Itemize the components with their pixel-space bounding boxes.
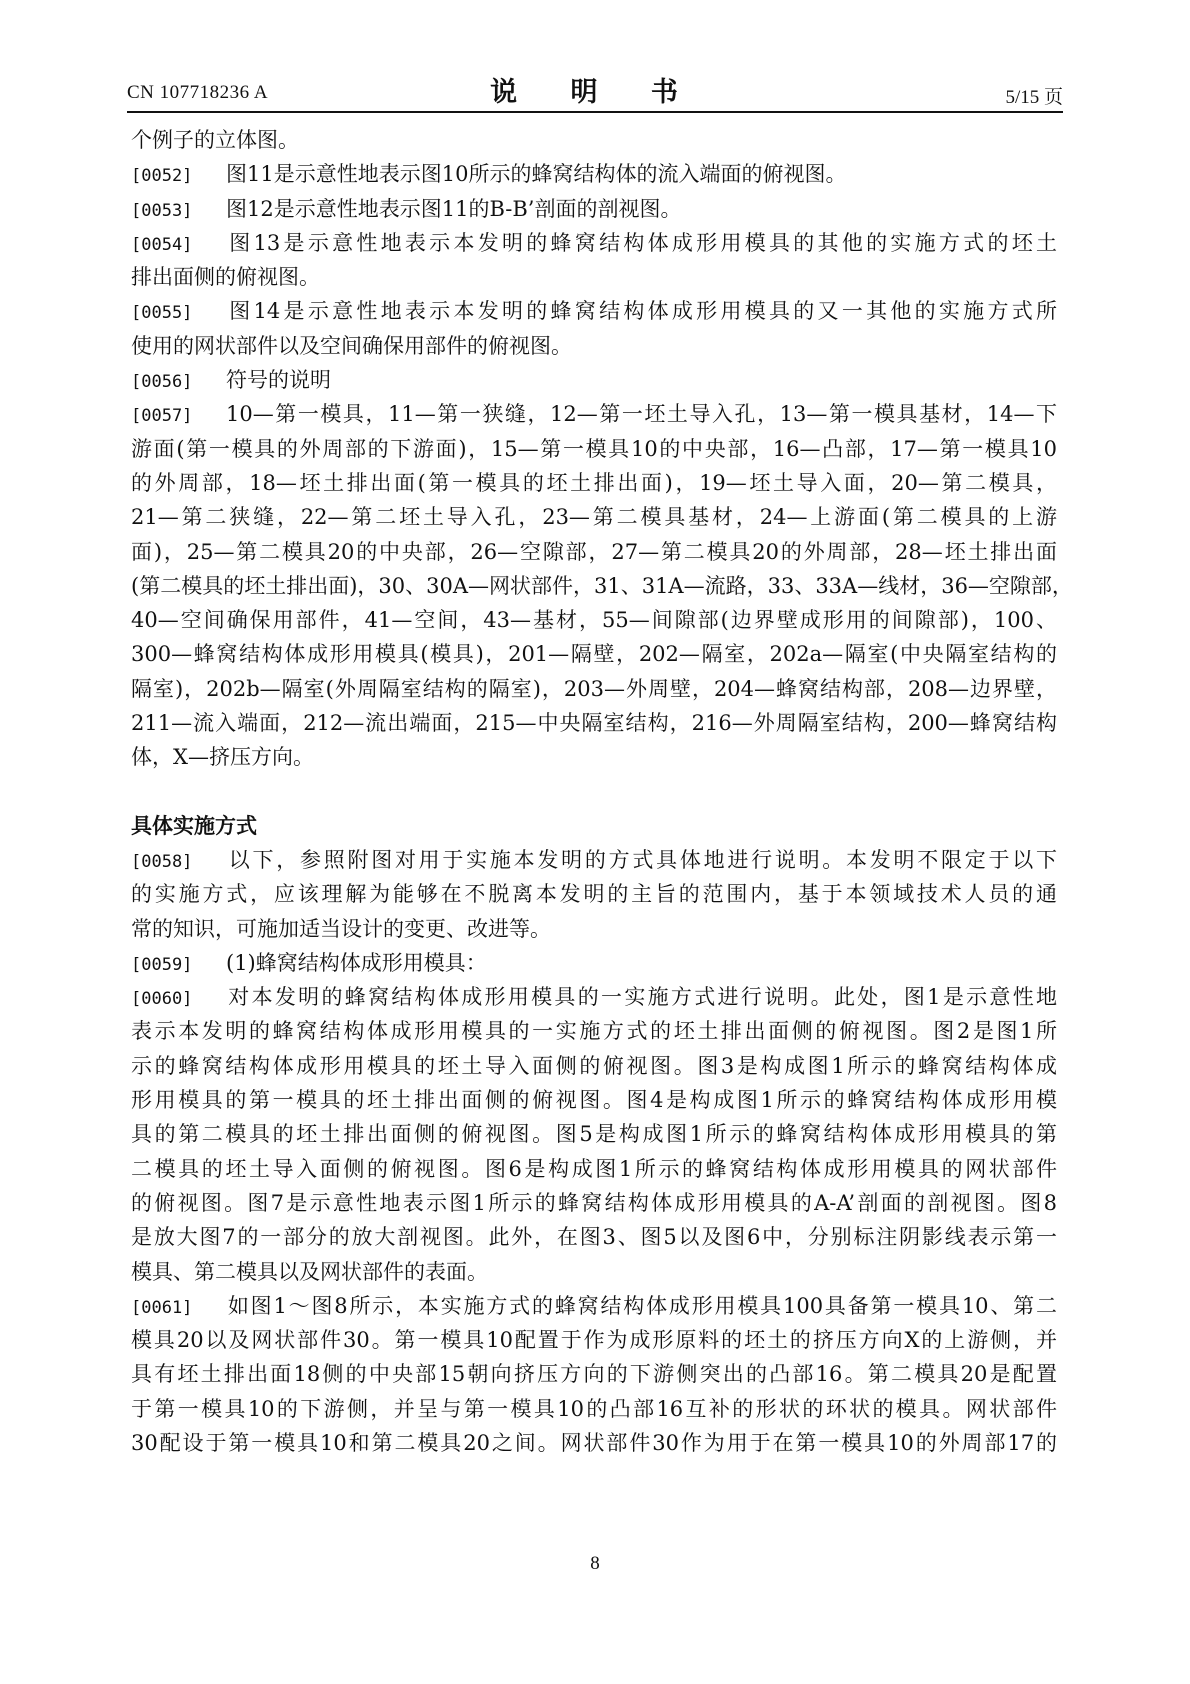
- paragraph-number: [0061]: [131, 1297, 193, 1318]
- text-line: [131, 260, 1057, 294]
- text-line: [131, 912, 1057, 946]
- document-title: 说 明 书: [490, 77, 700, 108]
- line-text: 体，X—挤压方向。: [131, 745, 314, 770]
- text-line: [131, 672, 1057, 706]
- line-text: 形用模具的第一模具的坯土排出面侧的俯视图。图4是构成图1所示的蜂窝结构体成形用模: [131, 1088, 1057, 1113]
- line-text: 图11是示意性地表示图10所示的蜂窝结构体的流入端面的俯视图。: [226, 162, 847, 187]
- line-text: 使用的网状部件以及空间确保用部件的俯视图。: [131, 333, 572, 358]
- line-text: 模具、第二模具以及网状部件的表面。: [131, 1259, 488, 1284]
- text-line: [131, 535, 1057, 569]
- text-line: [131, 740, 1057, 774]
- line-text: 如图1～图8所示，本实施方式的蜂窝结构体成形用模具100具备第一模具10、第二: [226, 1293, 1057, 1318]
- line-text: 符号的说明: [226, 368, 331, 393]
- line-text: 300—蜂窝结构体成形用模具(模具)，201—隔壁，202—隔室，202a—隔室(中央隔室结构的: [131, 642, 1057, 667]
- text-line: [131, 397, 1057, 431]
- text-line: [131, 1426, 1057, 1460]
- paragraph-number: [0058]: [131, 851, 193, 872]
- section-heading: [131, 809, 1057, 843]
- line-text: (1)蜂窝结构体成形用模具：: [226, 950, 487, 975]
- line-text: 图14是示意性地表示本发明的蜂窝结构体成形用模具的又一其他的实施方式所: [226, 299, 1057, 324]
- text-line: [131, 1289, 1057, 1323]
- paragraph-number: [0052]: [131, 166, 193, 187]
- line-text: (第二模具的坯土排出面)，30、30A—网状部件，31、31A—流路，33、33A—线材，36—空隙部，: [131, 573, 1073, 598]
- paragraph-number: [0056]: [131, 372, 193, 393]
- page-number: 8: [590, 1553, 600, 1574]
- line-text: 具体实施方式: [131, 813, 257, 838]
- line-text: 隔室)，202b—隔室(外周隔室结构的隔室)，203—外周壁，204—蜂窝结构部，208—边界壁，: [131, 676, 1057, 701]
- text-line: [131, 226, 1057, 260]
- text-line: [131, 843, 1057, 877]
- line-text: 于第一模具10的下游侧，并呈与第一模具10的凸部16互补的形状的环状的模具。网状部件: [131, 1396, 1057, 1421]
- line-text: 示的蜂窝结构体成形用模具的坯土导入面侧的俯视图。图3是构成图1所示的蜂窝结构体成: [131, 1053, 1057, 1078]
- page-header: [127, 68, 1063, 112]
- text-line: [131, 1255, 1057, 1289]
- line-text: 211—流入端面，212—流出端面，215—中央隔室结构，216—外周隔室结构，200—蜂窝结构: [131, 711, 1057, 736]
- line-text: 10—第一模具，11—第一狭缝，12—第一坯土导入孔，13—第一模具基材，14—下: [226, 402, 1057, 427]
- line-text: 游面(第一模具的外周部的下游面)，15—第一模具10的中央部，16—凸部，17—第一模具10: [131, 436, 1057, 461]
- page-counter: 5/15 页: [1005, 87, 1063, 108]
- text-line: [131, 1014, 1057, 1048]
- text-line: [131, 192, 1057, 226]
- line-text: 具有坯土排出面18侧的中央部15朝向挤压方向的下游侧突出的凸部16。第二模具20是配置: [131, 1362, 1057, 1387]
- text-line: [131, 1323, 1057, 1357]
- text-line: [131, 1049, 1057, 1083]
- line-text: 40—空间确保用部件，41—空间，43—基材，55—间隙部(边界壁成形用的间隙部)，100、: [131, 608, 1057, 633]
- text-line: [131, 1220, 1057, 1254]
- line-text: 是放大图7的一部分的放大剖视图。此外，在图3、图5以及图6中，分别标注阴影线表示第一: [131, 1225, 1057, 1250]
- text-line: [131, 294, 1057, 328]
- text-line: [131, 980, 1057, 1014]
- line-text: 二模具的坯土导入面侧的俯视图。图6是构成图1所示的蜂窝结构体成形用模具的网状部件: [131, 1156, 1057, 1181]
- paragraph-gap: [131, 775, 1057, 809]
- line-text: 个例子的立体图。: [131, 128, 299, 152]
- text-line: [131, 1117, 1057, 1151]
- line-text: 模具20以及网状部件30。第一模具10配置于作为成形原料的坯土的挤压方向X的上游侧，并: [131, 1328, 1057, 1353]
- paragraph-number: [0054]: [131, 234, 193, 255]
- text-line: [131, 1186, 1057, 1220]
- text-line: [131, 123, 1057, 157]
- text-line: [131, 329, 1057, 363]
- line-text: 表示本发明的蜂窝结构体成形用模具的一实施方式的坯土排出面侧的俯视图。图2是图1所: [131, 1019, 1057, 1044]
- line-text: 的俯视图。图7是示意性地表示图1所示的蜂窝结构体成形用模具的A-A’剖面的剖视图。图8: [131, 1190, 1057, 1215]
- text-line: [131, 1083, 1057, 1117]
- line-text: 排出面侧的俯视图。: [131, 265, 320, 290]
- text-line: [131, 363, 1057, 397]
- line-text: 21—第二狭缝，22—第二坯土导入孔，23—第二模具基材，24—上游面(第二模具的上游: [131, 505, 1057, 530]
- text-line: [131, 1152, 1057, 1186]
- text-line: [131, 157, 1057, 191]
- paragraph-number: [0059]: [131, 954, 193, 975]
- text-line: [131, 706, 1057, 740]
- paragraph-number: [0055]: [131, 303, 193, 324]
- text-line: [131, 466, 1057, 500]
- line-text: 30配设于第一模具10和第二模具20之间。网状部件30作为用于在第一模具10的外周部17的: [131, 1430, 1057, 1455]
- line-text: 对本发明的蜂窝结构体成形用模具的一实施方式进行说明。此处，图1是示意性地: [226, 985, 1057, 1010]
- publication-number: CN 107718236 A: [127, 82, 269, 103]
- text-line: [131, 432, 1057, 466]
- text-line: [131, 1357, 1057, 1391]
- text-line: [131, 946, 1057, 980]
- paragraph-number: [0053]: [131, 200, 193, 221]
- text-line: [131, 603, 1057, 637]
- header-rule: [127, 111, 1063, 113]
- text-line: [131, 1392, 1057, 1426]
- line-text: 具的第二模具的坯土排出面侧的俯视图。图5是构成图1所示的蜂窝结构体成形用模具的第: [131, 1122, 1057, 1147]
- line-text: 面)，25—第二模具20的中央部，26—空隙部，27—第二模具20的外周部，28—坯土排出面: [131, 539, 1057, 564]
- line-text: 的实施方式，应该理解为能够在不脱离本发明的主旨的范围内，基于本领域技术人员的通: [131, 882, 1057, 907]
- text-line: [131, 877, 1057, 911]
- text-line: [131, 500, 1057, 534]
- line-text: 常的知识，可施加适当设计的变更、改进等。: [131, 916, 551, 941]
- line-text: 的外周部，18—坯土排出面(第一模具的坯土排出面)，19—坯土导入面，20—第二模具，: [131, 470, 1057, 495]
- line-text: 图12是示意性地表示图11的B-B’剖面的剖视图。: [226, 196, 682, 221]
- document-body: [131, 123, 1073, 1460]
- line-text: 图13是示意性地表示本发明的蜂窝结构体成形用模具的其他的实施方式的坯土: [226, 230, 1057, 255]
- paragraph-number: [0060]: [131, 989, 193, 1010]
- text-line: [131, 569, 1073, 603]
- text-line: [131, 637, 1057, 671]
- line-text: 以下，参照附图对用于实施本发明的方式具体地进行说明。本发明不限定于以下: [226, 847, 1057, 872]
- paragraph-number: [0057]: [131, 406, 193, 427]
